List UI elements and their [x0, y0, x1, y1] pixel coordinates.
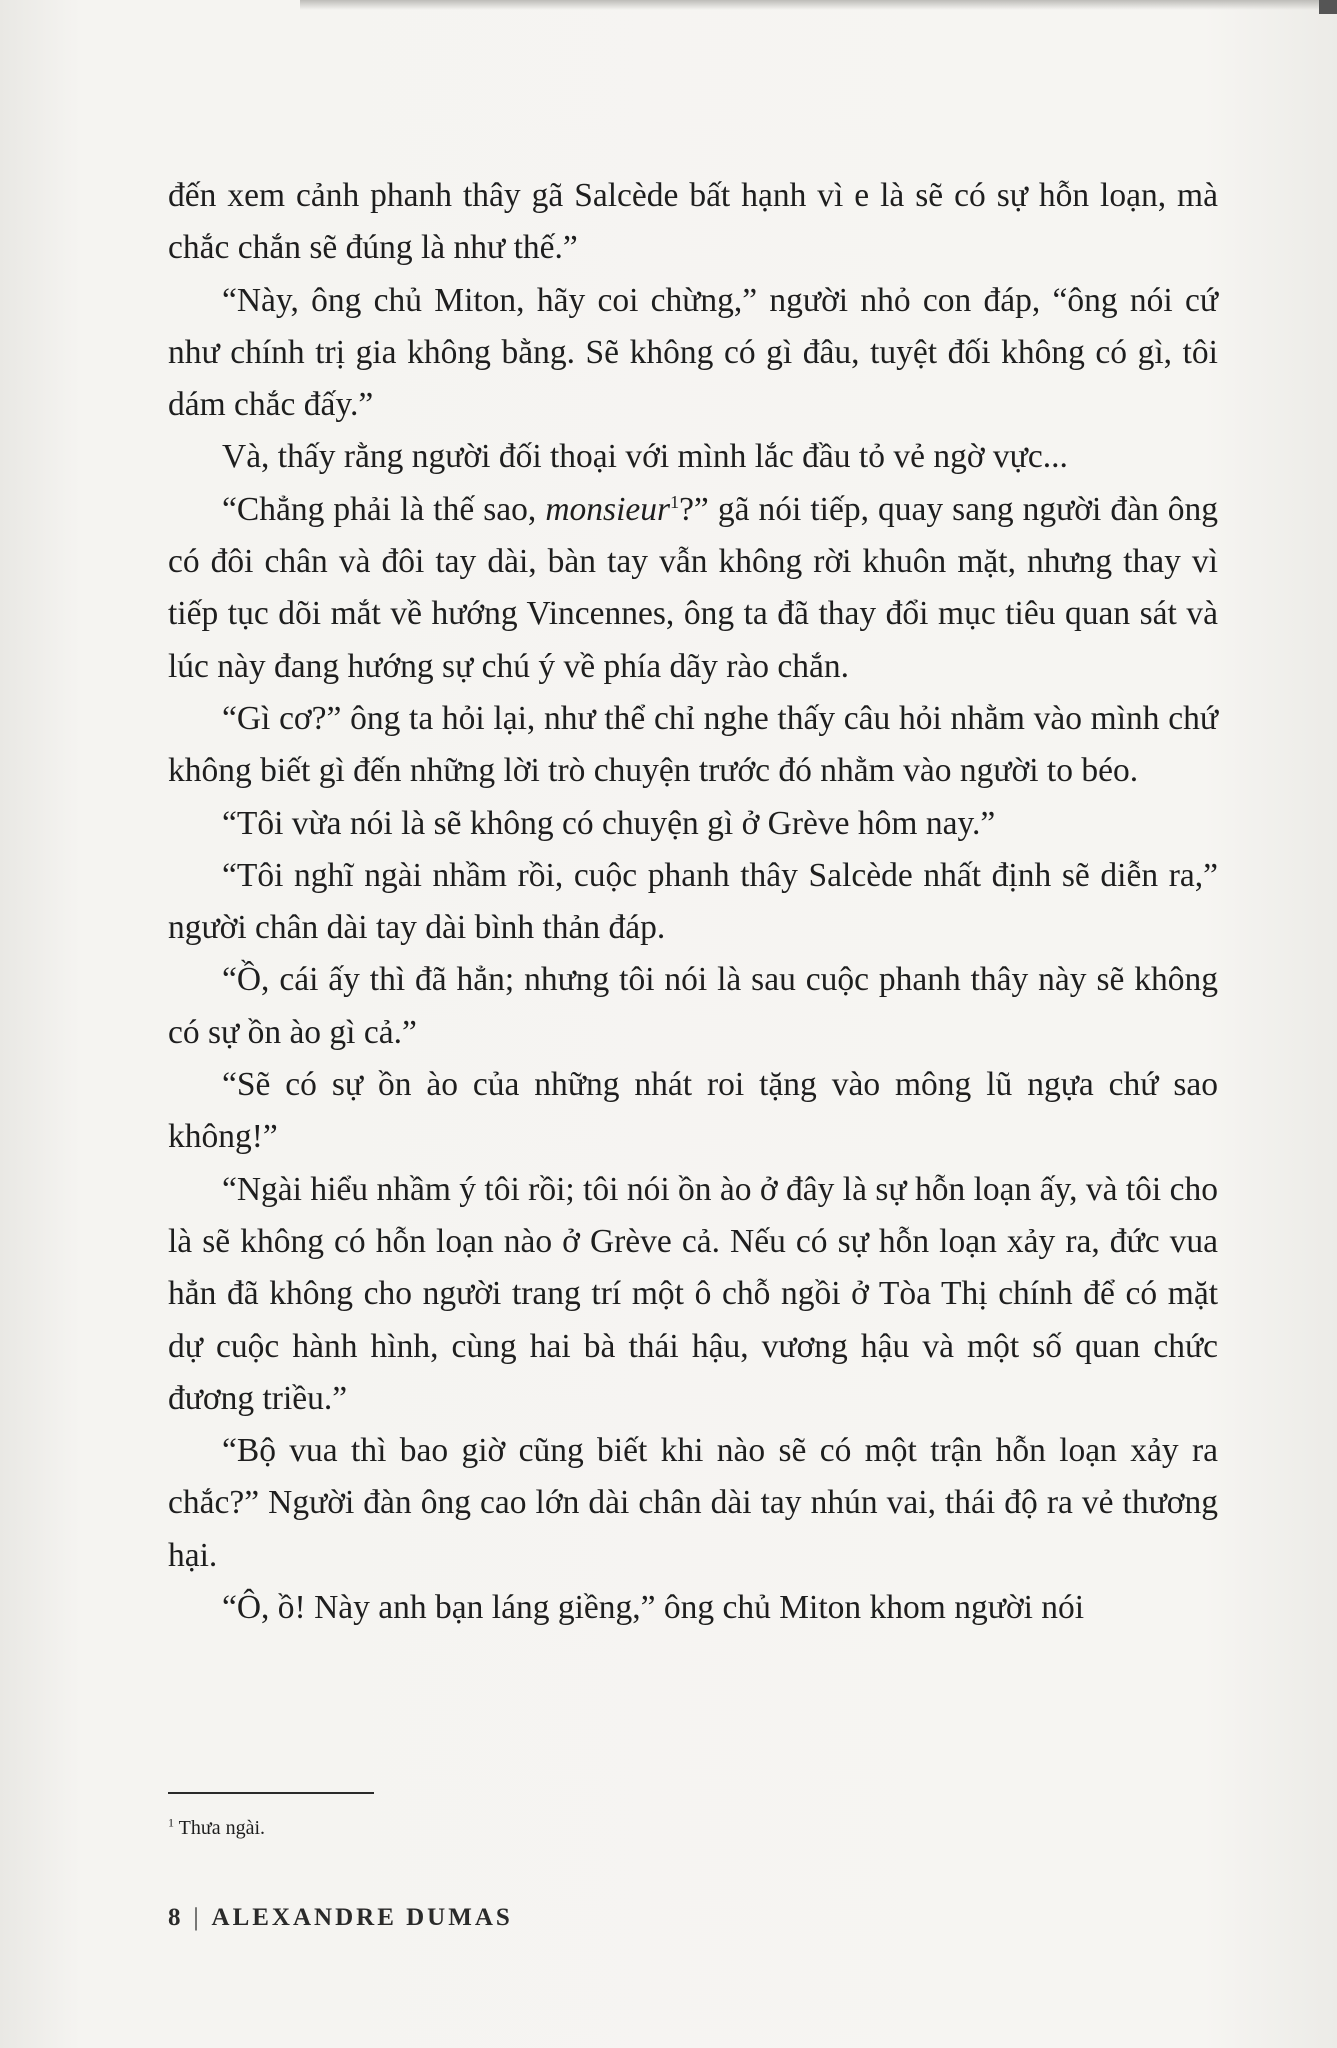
paragraph-text: Và, thấy rằng người đối thoại với mình lắc đầu tỏ vẻ ngờ vực...: [222, 438, 1068, 476]
paragraph-text: “Ngài hiểu nhầm ý tôi rồi; tôi nói ồn ào ở đây là sự hỗn loạn ấy, và tôi cho là sẽ không có hỗn loạn nào ở Grève cả. Nếu có sự hỗn loạn xảy ra, đức vua hẳn đã không cho người trang trí một ô chỗ ngồi ở Tòa Thị chính để có mặt dự cuộc hành hình, cùng hai bà thái hậu, vương hậu và một số quan chức đương triều.”: [168, 1170, 1218, 1417]
footnote-text: Thưa ngài.: [178, 1817, 266, 1839]
footnote: [168, 1815, 265, 1841]
paragraph-text: “Này, ông chủ Miton, hãy coi chừng,” người nhỏ con đáp, “ông nói cứ như chính trị gia không bằng. Sẽ không có gì đâu, tuyệt đối không có gì, tôi dám chắc đấy.”: [168, 281, 1218, 424]
paragraph-7: [168, 850, 1218, 955]
paragraph-3: [168, 431, 1218, 483]
paragraph-text: “Ồ, cái ấy thì đã hẳn; nhưng tôi nói là sau cuộc phanh thây này sẽ không có sự ồn ào gì cả.”: [168, 961, 1218, 1051]
paragraph-text: ?” gã nói tiếp, quay sang người đàn ông có đôi chân và đôi tay dài, bàn tay vẫn không rời khuôn mặt, nhưng thay vì tiếp tục dõi mắt về hướng Vincennes, ông ta đã thay đổi mục tiêu quan sát và lúc này đang hướng sự chú ý về phía dãy rào chắn.: [168, 490, 1218, 685]
paragraph-6: [168, 798, 1218, 850]
paragraph-text: “Ô, ồ! Này anh bạn láng giềng,” ông chủ Miton khom người nói: [222, 1589, 1085, 1627]
paragraph-text: “Sẽ có sự ồn ào của những nhát roi tặng vào mông lũ ngựa chứ sao không!”: [168, 1066, 1218, 1156]
footer-separator: |: [193, 1904, 202, 1931]
paragraph-text: “Bộ vua thì bao giờ cũng biết khi nào sẽ có một trận hỗn loạn xảy ra chắc?” Người đàn ông cao lớn dài chân dài tay nhún vai, thái độ ra vẻ thương hại.: [168, 1432, 1218, 1574]
paragraph-8: [168, 954, 1218, 1059]
paragraph-text: đến xem cảnh phanh thây gã Salcède bất hạnh vì e là sẽ có sự hỗn loạn, mà chắc chắn sẽ đúng là như thế.”: [168, 177, 1218, 267]
corner-mark: [1319, 0, 1337, 14]
paragraph-2: [168, 275, 1218, 432]
running-footer-author: ALEXANDRE DUMAS: [211, 1904, 513, 1931]
page-footer: [168, 1904, 513, 1932]
paragraph-4: [168, 484, 1218, 693]
paragraph-9: [168, 1059, 1218, 1164]
body-text: [168, 170, 1218, 1634]
page-top-edge: [300, 0, 1337, 10]
paragraph-1: [168, 170, 1218, 275]
paragraph-11: [168, 1425, 1218, 1582]
paragraph-12: [168, 1582, 1218, 1634]
paragraph-text: “Tôi nghĩ ngài nhầm rồi, cuộc phanh thây Salcède nhất định sẽ diễn ra,” người chân dài tay dài bình thản đáp.: [168, 856, 1218, 947]
paragraph-10: [168, 1164, 1218, 1425]
footnote-reference[interactable]: 1: [670, 491, 680, 512]
page-number: 8: [168, 1904, 184, 1931]
paragraph-text: “Tôi vừa nói là sẽ không có chuyện gì ở Grève hôm nay.”: [222, 804, 996, 842]
paragraph-text: “Gì cơ?” ông ta hỏi lại, như thể chỉ nghe thấy câu hỏi nhằm vào mình chứ không biết gì đến những lời trò chuyện trước đó nhằm vào người to béo.: [168, 699, 1218, 790]
footnote-divider: [168, 1792, 374, 1794]
paragraph-text: “Chẳng phải là thế sao,: [222, 490, 546, 528]
footnote-marker: 1: [168, 1815, 174, 1830]
italic-word: monsieur: [545, 490, 671, 528]
paragraph-5: [168, 693, 1218, 798]
